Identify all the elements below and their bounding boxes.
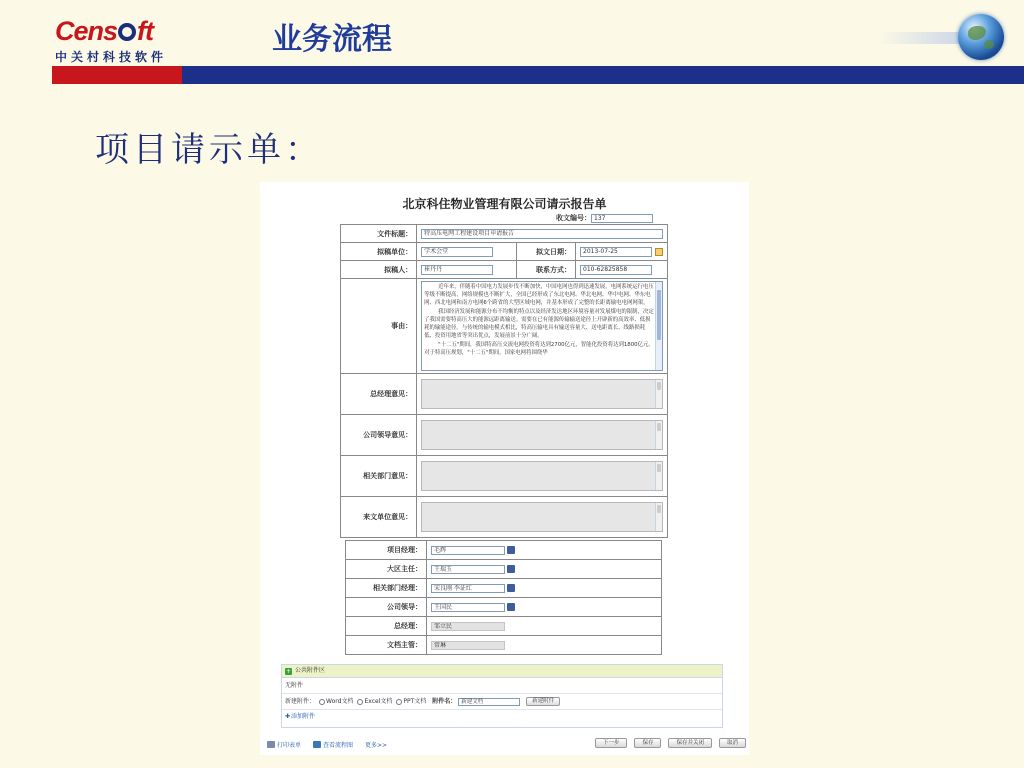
- word-radio[interactable]: [319, 699, 325, 705]
- reason-paragraph: 我国经济发展和能源分布不均衡的特点以及经济发达地区环境容量对发展煤电的限制，决定了我国需要特高压大的能源远距离输送。需要在已有能源传输输送途径上开辟新的高效率、低损耗的输能途径。与传统的输电模式相比，特高压输电具有输送容量大、送电距离长、线路损耗低、投资用地省等突出优点，发展前景十分广阔。: [424, 309, 654, 339]
- doc-supervisor-readonly-field: 常琳: [431, 641, 505, 650]
- scrollbar-thumb[interactable]: [657, 423, 661, 431]
- add-plus-icon: ✚: [285, 713, 291, 720]
- gm-label: 总经理：: [346, 617, 427, 636]
- scrollbar-thumb[interactable]: [657, 382, 661, 390]
- globe-streak: [878, 32, 968, 44]
- receipt-label: 收文编号：: [556, 214, 591, 222]
- receipt-number-input[interactable]: 137: [591, 214, 653, 223]
- attachment-panel: [281, 664, 723, 728]
- signoff-row: [346, 617, 662, 636]
- slide-title: 业务流程: [272, 22, 392, 57]
- view-flow-label: 查看流程图: [323, 742, 354, 749]
- signoff-row: [346, 560, 662, 579]
- scrollbar-thumb[interactable]: [657, 505, 661, 513]
- print-form-link[interactable]: [267, 740, 301, 749]
- view-flow-link[interactable]: [313, 740, 353, 749]
- add-attachment-label: 添加附件: [291, 713, 316, 720]
- calendar-icon[interactable]: [655, 248, 663, 256]
- attachment-header[interactable]: [282, 665, 722, 678]
- leader-opinion-label: 公司领导意见：: [341, 415, 417, 456]
- pm-label: 项目经理：: [346, 541, 427, 560]
- dept-opinion-label: 相关部门意见：: [341, 456, 417, 497]
- band-blue-segment: [182, 66, 1024, 84]
- no-attachment-row: [282, 678, 722, 694]
- sender-opinion-textarea[interactable]: [421, 502, 663, 532]
- contact-label: 联系方式：: [517, 261, 576, 279]
- flowchart-icon: [313, 741, 321, 748]
- signoff-row: [346, 579, 662, 598]
- form-screenshot: [260, 182, 749, 755]
- sender-opinion-label: 来文单位意见：: [341, 497, 417, 538]
- footer-buttons: [588, 738, 746, 748]
- reason-paragraph: "十二五"期间，我国特高压交流电网投资将达到2700亿元，智能化投资将达到1800亿元。对于特高压规划，"十二五"期间，国家电网将围绕华: [424, 342, 654, 356]
- scrollbar-thumb[interactable]: [657, 464, 661, 472]
- opinion-scrollbar[interactable]: [655, 421, 662, 449]
- draft-unit-input[interactable]: 学术会堂: [421, 247, 493, 257]
- receipt-number: [556, 213, 653, 223]
- header-color-band: [52, 66, 1024, 84]
- gm-readonly-field: 邹立民: [431, 622, 505, 631]
- ppt-radio[interactable]: [396, 699, 402, 705]
- opinion-scrollbar[interactable]: [655, 380, 662, 408]
- save-button[interactable]: 保存: [634, 738, 661, 748]
- region-head-input[interactable]: 王瑞玉: [431, 565, 505, 574]
- globe-logo: [912, 14, 1008, 64]
- new-attachment-button[interactable]: 新建附件: [526, 697, 560, 706]
- draft-date-input[interactable]: 2013-07-25: [580, 247, 652, 257]
- scrollbar-thumb[interactable]: [657, 290, 661, 340]
- gm-opinion-textarea[interactable]: [421, 379, 663, 409]
- signoff-row: [346, 598, 662, 617]
- print-form-label: 打印表单: [277, 742, 302, 749]
- signoff-row: [346, 541, 662, 560]
- gm-opinion-label: 总经理意见：: [341, 374, 417, 415]
- user-picker-icon[interactable]: [507, 565, 515, 573]
- opinion-scrollbar[interactable]: [655, 503, 662, 531]
- doc-title-input[interactable]: 特高压电网工程建设项目申请报告: [421, 229, 663, 239]
- dept-manager-label: 相关部门经理：: [346, 579, 427, 598]
- company-leader-input[interactable]: 王国民: [431, 603, 505, 612]
- logo-wordmark: Cens ft: [55, 16, 154, 46]
- word-radio-label: Word文档: [326, 698, 354, 705]
- excel-radio[interactable]: [357, 699, 363, 705]
- expand-plus-icon[interactable]: +: [285, 667, 292, 675]
- attach-name-label: 附件名：: [432, 698, 457, 705]
- page-heading: 项目请示单：: [95, 130, 323, 170]
- more-link[interactable]: 更多>>: [365, 742, 388, 749]
- signoff-row: [346, 636, 662, 655]
- excel-radio-label: Excel文档: [364, 698, 393, 705]
- new-attach-label: 新建附件：: [285, 698, 316, 705]
- draft-unit-label: 拟稿单位：: [341, 243, 417, 261]
- region-head-label: 大区主任：: [346, 560, 427, 579]
- contact-input[interactable]: 010-62825858: [580, 265, 652, 275]
- reason-textarea[interactable]: [421, 281, 663, 371]
- signoff-table: [345, 540, 662, 655]
- doc-title-label: 文件标题：: [341, 225, 417, 243]
- user-picker-icon[interactable]: [507, 584, 515, 592]
- drafter-input[interactable]: 崔丹丹: [421, 265, 493, 275]
- draft-date-label: 拟文日期：: [517, 243, 576, 261]
- attach-name-input[interactable]: 新建文档: [458, 698, 520, 706]
- form-title: 北京科住物业管理有限公司请示报告单: [402, 197, 607, 211]
- attachment-header-label: 公共附件区: [295, 667, 326, 674]
- pm-input[interactable]: 毛辉: [431, 546, 505, 555]
- user-picker-icon[interactable]: [507, 546, 515, 554]
- printer-icon: [267, 741, 275, 748]
- dept-opinion-textarea[interactable]: [421, 461, 663, 491]
- user-picker-icon[interactable]: [507, 603, 515, 611]
- leader-opinion-textarea[interactable]: [421, 420, 663, 450]
- ppt-radio-label: PPT文档: [403, 698, 427, 705]
- next-step-button[interactable]: 下一步: [595, 738, 628, 748]
- dept-manager-input[interactable]: 宋良刚 李证红: [431, 584, 505, 593]
- doc-supervisor-label: 文档主管：: [346, 636, 427, 655]
- drafter-label: 拟稿人：: [341, 261, 417, 279]
- request-form-table: [340, 224, 668, 538]
- new-attachment-row: [282, 694, 722, 710]
- band-red-segment: [52, 66, 182, 84]
- no-attachment-text: 无附件: [285, 682, 304, 689]
- cancel-button[interactable]: 取消: [719, 738, 746, 748]
- globe-icon: [958, 14, 1004, 60]
- logo-subtitle: 中关村科技软件: [55, 50, 168, 64]
- censoft-logo: [55, 16, 185, 65]
- logo-o-ring-icon: [118, 23, 136, 41]
- save-close-button[interactable]: 保存并关闭: [668, 738, 712, 748]
- reason-label: 事由：: [341, 279, 417, 374]
- company-leader-label: 公司领导：: [346, 598, 427, 617]
- add-attachment-link[interactable]: [282, 710, 722, 724]
- reason-paragraph: 近年来，伴随着中国电力发展步伐不断加快，中国电网也得到迅速发展，电网系统运行电压等级不断提高，网络规模也不断扩大，全国已经形成了东北电网、华北电网、华中电网、华东电网、西北电网和南方电网6个跨省的大型区域电网，并基本形成了完整的长距离输电电网网架。: [424, 284, 654, 306]
- opinion-scrollbar[interactable]: [655, 462, 662, 490]
- reason-scrollbar[interactable]: [655, 282, 662, 370]
- form-footer: [267, 740, 749, 749]
